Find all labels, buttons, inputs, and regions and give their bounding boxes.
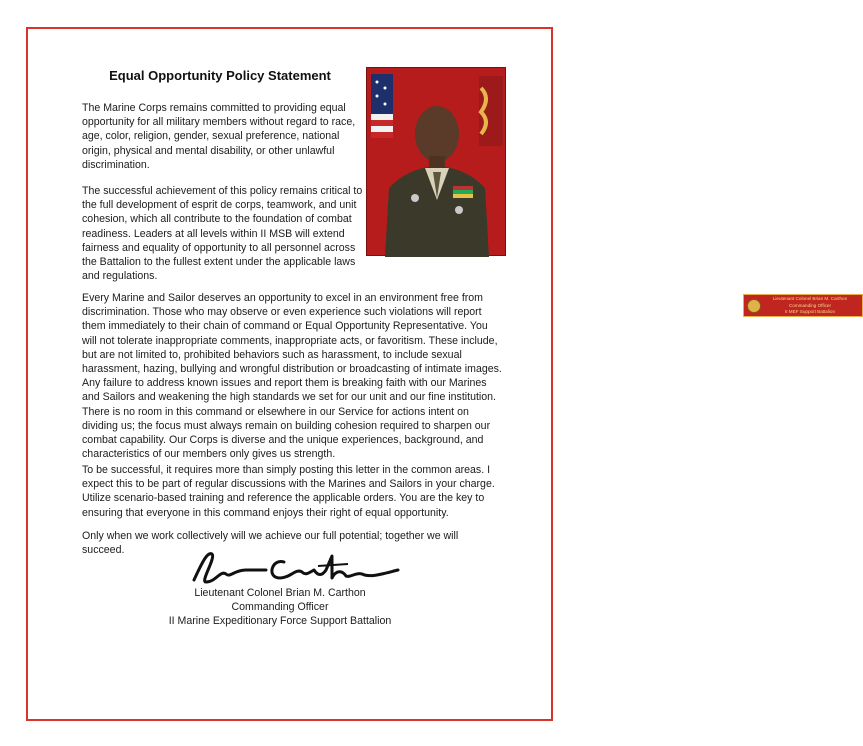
- portrait-nameplate: [743, 294, 863, 317]
- plaque-unit: II MEF Support Battalion: [784, 309, 836, 314]
- paragraph-training: To be successful, it requires more than simply posting this letter in the common areas. I expect this to be part of regular discussions with the Marines and Sailors in your charge. Utilize scenario-based training and reference the applicable orders. You are the key to ensuring that everyone in this command enjoys their right of equal opportunity.: [82, 464, 495, 519]
- signer-unit: II Marine Expeditionary Force Support Battalion: [168, 615, 392, 627]
- handwritten-signature: [186, 548, 406, 588]
- portrait-illustration: [367, 68, 507, 257]
- paragraph-achievement: The successful achievement of this policy remains critical to the full development of esprit de corps, teamwork, and unit cohesion, which all contribute to the foundation of combat readiness. Leaders at all levels within II MSB will extend fairness and equality of opportunity to all personnel across the Battalion to the fullest extent under the applicable laws and regulations.: [82, 185, 363, 283]
- paragraph-closing: Only when we work collectively will we achieve our full potential; together we will succeed.: [82, 530, 459, 557]
- document-title: Equal Opportunity Policy Statement: [109, 68, 331, 83]
- paragraph-reporting: Every Marine and Sailor deserves an opportunity to excel in an environment free from discrimination. Those who may observe or even experience such violations will report them immediately to their chain of command or Equal Opportunity Representative. You will not tolerate inappropriate comments, inappropriate acts, or favoritism. These include, but are not limited to, prohibited behaviors such as harassment, to include sexual harassment, hazing, bullying and wrongful distribution or broadcasting of intimate images. Any failure to address known issues and report them is breaking faith with our Marines and Sailors and weakening the high standards we set for our unit and our fine institution. There is no room in this command or elsewhere in our Service for actions intent on dividing us; the focus must always remain on building cohesion required to sharpen our combat capability. Our Corps is diverse and the unique experiences, background, and characteristics of our members only gives us strength.: [82, 292, 502, 461]
- plaque-name: Lieutenant Colonel Brian M. Carthon: [772, 296, 848, 301]
- paragraph-commitment: The Marine Corps remains committed to providing equal opportunity for all military members without regard to race, age, color, religion, gender, sexual preference, national origin, physical and mental disability, or other unlawful discrimination.: [82, 102, 356, 171]
- signer-name: Lieutenant Colonel Brian M. Carthon: [194, 587, 366, 599]
- signature-block: [160, 586, 400, 628]
- usmc-emblem-icon: [747, 299, 761, 313]
- signer-title: Commanding Officer: [231, 601, 329, 613]
- plaque-role: Commanding Officer: [788, 302, 832, 308]
- commander-portrait: [366, 67, 848, 314]
